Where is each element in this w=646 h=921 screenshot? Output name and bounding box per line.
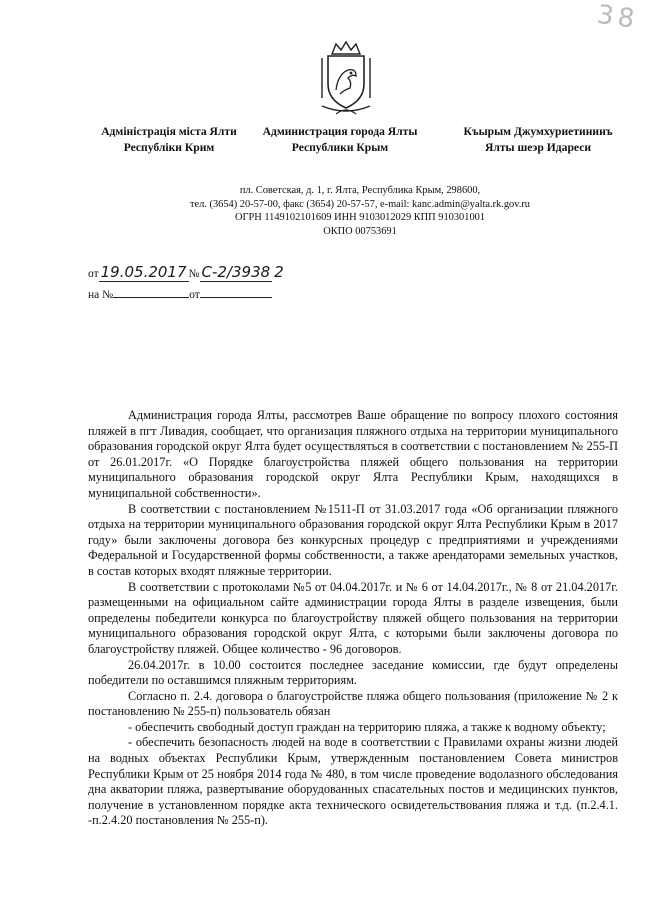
body-paragraph: Согласно п. 2.4. договора о благоустройстве пляжа общего пользования (приложение № 2 к постановлению № 255-п) пользователь обязан (88, 688, 618, 719)
letterhead-ua-line-1: Адміністрація міста Ялти (101, 125, 237, 138)
corner-handwritten-mark: 3 8 (594, 0, 634, 35)
body-paragraph: 26.04.2017г. в 10.00 состоится последнее заседание комиссии, где будут определены победители по оставшимся пляжным территориям. (88, 657, 618, 688)
contact-okpo: ОКПО 00753691 (323, 225, 397, 237)
reply-registration-line (88, 286, 272, 301)
crimea-coat-of-arms-icon (318, 40, 374, 118)
body-paragraph: - обеспечить свободный доступ граждан на территорию пляжа, а также к водному объекту; (128, 719, 606, 734)
reply-number-prefix: на № (88, 289, 114, 301)
outgoing-registration-line (88, 263, 286, 281)
contact-block (150, 184, 570, 238)
contact-address: пл. Советская, д. 1, г. Ялта, Республика Крым, 298600, (239, 185, 481, 196)
reg-date: 19.05.2017 (100, 263, 187, 281)
letterhead-ukrainian (80, 124, 258, 156)
letterhead-ru-line-1: Администрация города Ялты (262, 125, 418, 138)
letterhead-russian (255, 124, 425, 156)
reg-number-prefix: № (188, 268, 200, 280)
reply-number-blank (113, 286, 189, 298)
reg-number: С-2/3938 (201, 263, 271, 281)
letterhead-ru-line-2: Республики Крым (291, 141, 389, 154)
letterhead-titles (0, 124, 646, 158)
letterhead-ua-line-2: Республіки Крим (123, 141, 215, 154)
letterhead-ct-line-2: Ялты шеэр Идареси (484, 141, 592, 154)
contact-registration-ids: ОГРН 1149102101609 ИНН 9103012029 КПП 910301001 (234, 212, 486, 223)
body-paragraph: В соответствии с протоколами №5 от 04.04.2017г. и № 6 от 14.04.2017г., № 8 от 21.04.2017г. размещенными на официальном сайте администрации города Ялты в разделе извещения, были определены победители конкурса по благоустройству пляжей общего пользования на территории муниципального образования городской округ Ялта, с которыми были заключены договора по благоустройству пляжей. Общее количество - 96 договоров. (88, 579, 618, 656)
letter-body (88, 408, 618, 829)
body-paragraph: - обеспечить безопасность людей на воде в соответствии с Правилами охраны жизни людей на водных объектах Республики Крым, утвержденным постановлением Совета министров Республики Крым от 25 ноября 2014 года № 480, в том числе проведение водолазного обследования дна акватории пляжа, развертывание оборудованных спасательных постов и медицинских пунктов, получение в установленном порядке акта технического освидетельствования пляжа и т.д. (п.2.4.1. -п.2.4.20 постановления № 255-п). (88, 735, 618, 828)
body-paragraph: В соответствии с постановлением №1511-П от 31.03.2017 года «Об организации пляжного отдыха на территории муниципального образования городской округ Ялта Республики Крым в 2017 году» были заключены договора без конкурсных процедур с предприятиями и учреждениями Федеральной и Государственной формы собственности, а также арендаторами земельных участков, в состав которых входят пляжные территории. (88, 501, 618, 578)
letterhead-crimean-tatar (438, 124, 638, 156)
letterhead-ct-line-1: Къырым Джумхуриетининъ (463, 125, 613, 138)
reg-from-prefix: от (88, 268, 99, 280)
reply-from-prefix: от (189, 289, 200, 301)
contact-phones: тел. (3654) 20-57-00, факс (3654) 20-57-57, e-mail: kanc.admin@yalta.rk.gov.ru (189, 198, 531, 210)
reg-number-suffix: 2 (274, 263, 284, 281)
body-paragraph: Администрация города Ялты, рассмотрев Ваше обращение по вопросу плохого состояния пляжей в пгт Ливадия, сообщает, что организация пляжного отдыха на территории муниципального образования городской округ Ялта будет осуществляться в соответствии с постановлением № 255-П от 26.01.2017г. «О Порядке благоустройства пляжей общего пользования на территории муниципального образования городской округ Ялта Республики Крым, находящихся в муниципальной собственности». (88, 408, 618, 500)
reply-date-blank (200, 286, 272, 298)
